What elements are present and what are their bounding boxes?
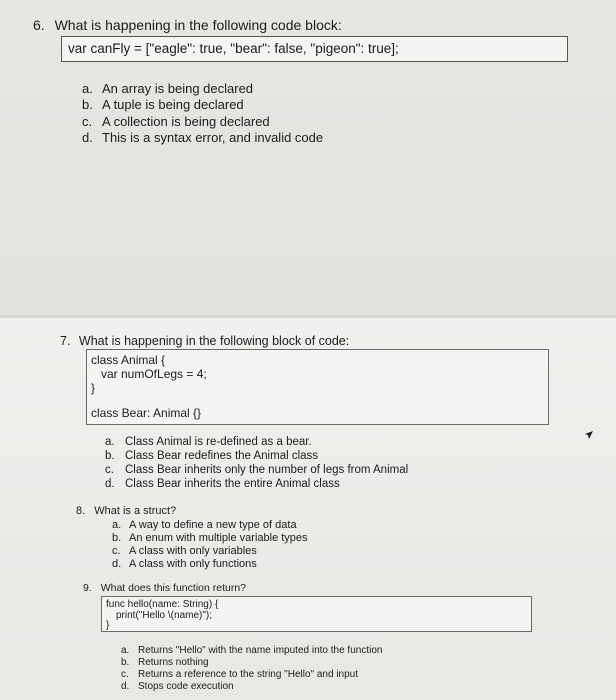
q7-code-line-1: class Animal { (91, 353, 166, 367)
worksheet-page-2 (0, 318, 616, 700)
q6-option-b (82, 97, 244, 112)
q9-option-d (121, 681, 234, 692)
q9-option-b (121, 657, 209, 668)
option-text: Stops code execution (138, 681, 234, 692)
option-text: Class Bear redefines the Animal class (125, 450, 319, 462)
q6-code-line: var canFly = ["eagle": true, "bear": false, "pigeon": true]; (68, 41, 399, 56)
q6-option-d (82, 130, 323, 145)
option-letter: d. (112, 558, 122, 570)
q8-number: 8. (76, 505, 86, 517)
option-letter: a. (82, 81, 93, 96)
option-text: Returns a reference to the string "Hello" and input (138, 669, 358, 680)
q6-option-a (82, 81, 253, 96)
option-text: A way to define a new type of data (129, 519, 297, 531)
q9-number: 9. (83, 582, 92, 594)
option-text: An array is being declared (102, 81, 254, 96)
option-text: An enum with multiple variable types (129, 532, 308, 544)
q6-title (33, 17, 342, 33)
q6-option-c (82, 114, 270, 129)
q9-code-box (101, 596, 532, 632)
option-letter: a. (121, 645, 130, 656)
option-letter: c. (112, 545, 121, 557)
q9-code-line-1: func hello(name: String) { (106, 599, 219, 610)
option-letter: a. (105, 436, 115, 448)
option-text: A class with only functions (129, 558, 257, 570)
option-text: Class Bear inherits the entire Animal class (125, 478, 340, 490)
option-text: Class Bear inherits only the number of legs from Animal (125, 464, 409, 476)
q7-option-d (105, 478, 340, 490)
q9-title (83, 582, 246, 594)
q7-option-c (105, 464, 408, 476)
option-text: This is a syntax error, and invalid code (102, 130, 324, 145)
option-text: A tuple is being declared (102, 97, 244, 112)
option-text: A class with only variables (129, 545, 257, 557)
q7-code-line-2: var numOfLegs = 4; (101, 367, 207, 381)
q7-option-b (105, 450, 318, 462)
q8-title (76, 505, 176, 517)
option-letter: c. (105, 464, 114, 476)
q7-code-line-3: } (91, 381, 96, 395)
option-letter: b. (112, 532, 122, 544)
q6-number: 6. (33, 17, 45, 33)
option-letter: d. (82, 130, 93, 145)
q6-code-box (61, 36, 568, 62)
q9-code-line-3: } (106, 620, 110, 631)
q7-code-box (86, 349, 549, 425)
q8-text: What is a struct? (94, 505, 177, 517)
q7-option-a (105, 436, 312, 448)
option-letter: d. (105, 478, 115, 490)
q7-text: What is happening in the following block of code: (78, 334, 350, 348)
option-text: Returns "Hello" with the name imputed into the function (138, 645, 383, 656)
option-letter: c. (82, 114, 93, 129)
q9-code-line-2: print("Hello \(name)"); (116, 610, 213, 621)
q7-number: 7. (60, 334, 71, 348)
q7-title (60, 334, 349, 348)
option-letter: d. (121, 681, 130, 692)
q7-code-line-4: class Bear: Animal {} (91, 406, 202, 420)
q8-option-a (112, 519, 297, 531)
option-letter: b. (82, 97, 93, 112)
option-letter: b. (121, 657, 130, 668)
q8-option-b (112, 532, 308, 544)
worksheet-page-1 (0, 0, 616, 315)
q6-text: What is happening in the following code block: (54, 17, 342, 33)
q9-option-a (121, 645, 382, 656)
option-letter: c. (121, 669, 129, 680)
q8-option-c (112, 545, 257, 557)
option-text: A collection is being declared (102, 114, 270, 129)
option-letter: a. (112, 519, 122, 531)
q8-option-d (112, 558, 257, 570)
q9-text: What does this function return? (100, 582, 247, 594)
option-text: Returns nothing (138, 657, 209, 668)
option-letter: b. (105, 450, 115, 462)
cursor-arrow-icon (584, 430, 594, 440)
option-text: Class Animal is re-defined as a bear. (125, 436, 312, 448)
q9-option-c (121, 669, 358, 680)
